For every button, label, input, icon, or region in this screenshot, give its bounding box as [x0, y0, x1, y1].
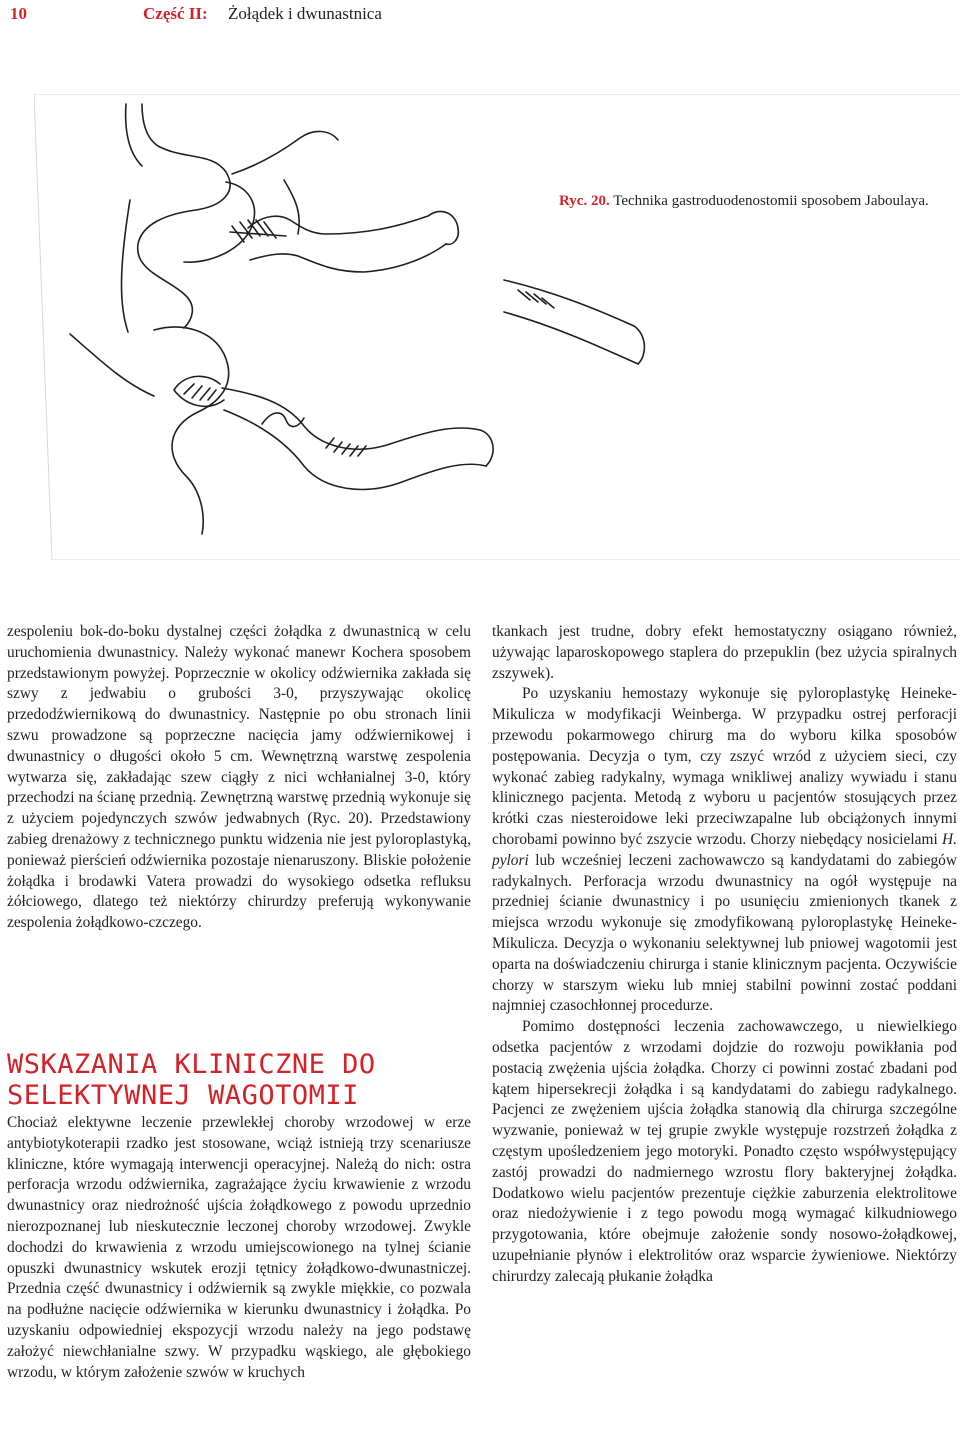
left-paragraph-2: Chociaż elektywne leczenie przewlekłej choroby wrzodowej w erze antybiotykoterapii rzadko jest stosowane, wciąż istnieją trzy scenariusze kliniczne, które wymagają interwencji operacyjnej. Należą do nich: ostra perforacja wrzodu odźwiernika, zagrażające życiu krwawienie z wrzodu dwunastnicy oraz niedrożność ujścia żołądkowego z powodu uprzednio nierozpoznanej lub nieskutecznie leczonej choroby wrzodowej. Zwykle dochodzi do krwawienia z wrzodu umiejscowionego na tylnej ścianie opuszki dwunastnicy wskutek erozji tętnicy żołądkowo-dwunastniczej. Przednia część dwunastnicy i odźwiernik są zwykle miękkie, co pozwala na podłużne nacięcie odźwiernika w kierunku dwunastnicy i żołądka. Po uzyskaniu odpowiedniej ekspozycji wrzodu należy na jego podstawę założyć niewchłanialne szwy. W przypadku wąskiego, ale głębokiego wrzodu, w którym założenie szwów w kruchych — [7, 1114, 471, 1381]
surgical-illustration — [34, 94, 960, 560]
figure-caption — [559, 190, 929, 212]
right-column — [492, 622, 957, 1288]
part-label: Część II: — [143, 4, 208, 23]
figure-panel — [34, 94, 960, 560]
part-title: Żołądek i dwunastnica — [228, 4, 382, 23]
caption-label: Ryc. 20. — [559, 193, 610, 209]
right-paragraph-2 — [492, 684, 957, 1017]
italic-pathogen: H. pylori — [492, 830, 957, 869]
left-paragraph-1: zespoleniu bok-do-boku dystalnej części żołądka z dwunastnicą w celu uruchomienia dwunastnicy. Należy wykonać manewr Kochera sposobem przedstawionym powyżej. Poprzecznie w okolicy odźwiernika zakłada się szwy z jedwabiu o grubości 3-0, przyszywając okolicę przedodźwiernikową do dwunastnicy. Następnie po obu stronach linii szwu prowadzone są poprzeczne nacięcia jamy odźwiernikowej i dwunastnicy o długości około 5 cm. Wewnętrzną warstwę zespolenia wytwarza się, zakładając szew ciągły z nici wchłanialnej 3-0, który przechodzi na ścianę przednią. Zewnętrzną warstwę przednią wykonuje się z użyciem pojedynczych szwów jedwabnych (Ryc. 20). Przedstawiony zabieg drenażowy z technicznego punktu widzenia nie jest pyloroplastyką, ponieważ pierścień odźwiernika pozostaje nienaruszony. Bliskie położenie żołądka i brodawki Vatera prowadzi do wysokiego odsetka refluksu żółciowego, dlatego też niektórzy chirurdzy preferują wykonywanie zespolenia żołądkowo-czczego. — [7, 623, 471, 932]
running-header — [10, 4, 950, 28]
section-heading-line-2: SELEKTYWNEJ WAGOTOMII — [7, 1080, 359, 1111]
right-paragraph-2-continued: lub wcześniej leczeni zachowawczo są kandydatami do zabiegów radykalnych. Perforacja wrzodu dwunastnicy na ogół występuje na przedniej ścianie dwunastnicy i po usunięciu zmienionych tkanek z miejsca wrzodu wykonuje się zmodyfikowaną pyloroplastykę Heineke-Mikulicza. Decyzja o wykonaniu selektywnej lub pniowej wagotomii jest oparta na doświadczeniu chirurga i stanie klinicznym pacjenta. Oczywiście chorzy w starszym wieku lub mniej stabilni powinni zostać poddani najmniej czasochłonnej procedurze. — [492, 851, 957, 1015]
section-heading-line-1: WSKAZANIA KLINICZNE DO — [7, 1049, 376, 1080]
left-column-upper — [7, 622, 471, 934]
left-column-lower — [7, 1113, 471, 1383]
page-number: 10 — [10, 4, 27, 23]
right-paragraph-2-text: Po uzyskaniu hemostazy wykonuje się pyloroplastykę Heineke-Mikulicza w modyfikacji Weinberga. W przypadku ostrej perforacji przewodu pokarmowego chirurg ma do wyboru kilka sposobów postępowania. Decyzja o tym, czy zszyć wrzód z użyciem sieci, czy wykonać zabieg radykalny, wymaga wnikliwej analizy wywiadu i stanu klinicznego pacjenta. Metodą z wyboru u pacjentów stosujących przez krótki czas niesteroidowe leki przeciwzapalne lub obciążonych innymi chorobami powinno być zszycie wrzodu. Chorzy niebędący nosicielami — [492, 685, 957, 848]
right-paragraph-3: Pomimo dostępności leczenia zachowawczego, u niewielkiego odsetka pacjentów z wrzodami dojdzie do rozwoju powikłania pod postacią zwężenia ujścia żołądka. Chorzy ci powinni zostać zbadani pod kątem hipersekrecji żołądka i są kandydatami do zabiegu radykalnego. Pacjenci ze zwężeniem ujścia żołądka stanowią dla chirurga szczególne wyzwanie, ponieważ w tej grupie zwykle występuje rozstrzeń żołądka z częstym upośledzeniem jego motoryki. Ponadto często współwystępujący zastój prowadzi do nadmiernego wzrostu flory bakteryjnej żołądka. Dodatkowo wielu pacjentów prezentuje ciężkie zaburzenia elektrolitowe oraz niedożywienie i z tego powodu mogą wymagać kilkudniowego przygotowania, które obejmuje założenie sondy nosowo-żołądkowej, uzupełnianie płynów i elektrolitów oraz wsparcie żywieniowe. Niektórzy chirurdzy zalecają płukanie żołądka — [492, 1018, 957, 1285]
right-paragraph-1: tkankach jest trudne, dobry efekt hemostatyczny osiągano również, używając laparoskopowego staplera do przepuklin (bez użycia spiralnych zszywek). — [492, 623, 957, 682]
caption-text: Technika gastroduodenostomii sposobem Jaboulaya. — [613, 193, 929, 209]
section-heading — [7, 1049, 471, 1111]
